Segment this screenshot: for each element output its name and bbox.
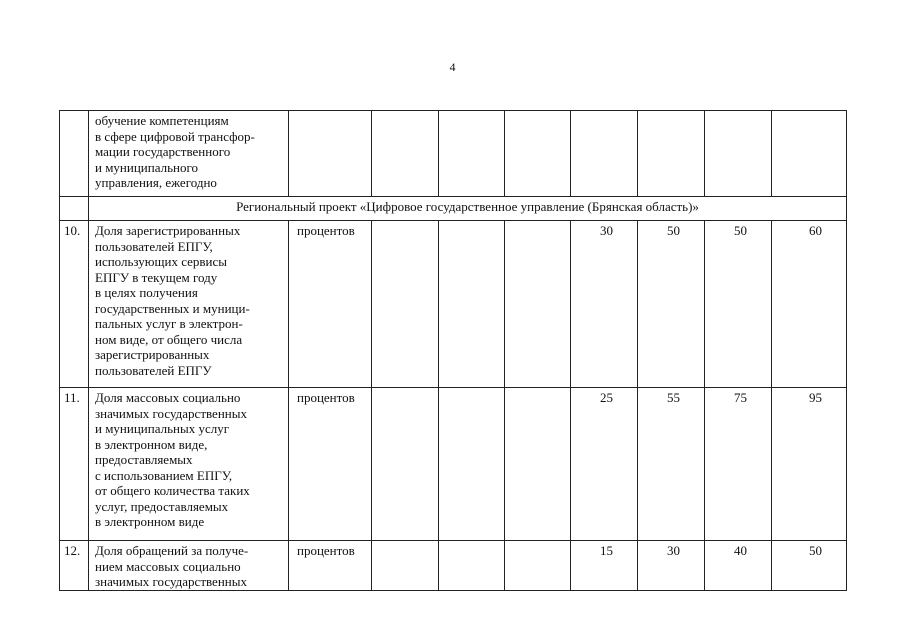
value-cell [372, 541, 439, 591]
unit-cell: процентов [289, 388, 372, 541]
value-cell: 15 [571, 541, 638, 591]
unit-cell: процентов [289, 541, 372, 591]
row-number-cell [60, 111, 89, 197]
table-row [60, 541, 847, 591]
value-cell [505, 111, 571, 197]
value-cell [505, 388, 571, 541]
value-cell: 75 [705, 388, 772, 541]
indicator-description: Доля обращений за получе- нием массовых социально значимых государственных [89, 541, 289, 591]
indicator-description: Доля зарегистрированных пользователей ЕПГУ, использующих сервисы ЕПГУ в текущем году в целях получения государственных и муници- пальных услуг в электрон- ном виде, от общего числа зарегистрированных пользователей ЕПГУ [89, 221, 289, 388]
indicators-table [59, 110, 847, 591]
value-cell: 50 [705, 221, 772, 388]
value-cell: 30 [571, 221, 638, 388]
value-cell [439, 388, 505, 541]
section-row [60, 197, 847, 221]
indicator-description: Доля массовых социально значимых государственных и муниципальных услуг в электронном виде, предоставляемых с использованием ЕПГУ, от общего количества таких услуг, предоставляемых в электронном виде [89, 388, 289, 541]
value-cell [638, 111, 705, 197]
value-cell [439, 541, 505, 591]
indicator-description: обучение компетенциям в сфере цифровой трансфор- мации государственного и муниципального управления, ежегодно [89, 111, 289, 197]
value-cell: 40 [705, 541, 772, 591]
value-cell [372, 388, 439, 541]
value-cell: 50 [638, 221, 705, 388]
value-cell [372, 111, 439, 197]
value-cell [705, 111, 772, 197]
page-number: 4 [449, 60, 456, 74]
value-cell [439, 221, 505, 388]
section-title: Региональный проект «Цифровое государственное управление (Брянская область)» [89, 197, 847, 221]
value-cell: 25 [571, 388, 638, 541]
unit-cell [289, 111, 372, 197]
table-row [60, 388, 847, 541]
unit-cell: процентов [289, 221, 372, 388]
table-row [60, 221, 847, 388]
value-cell [505, 221, 571, 388]
value-cell: 30 [638, 541, 705, 591]
value-cell [772, 111, 847, 197]
value-cell: 55 [638, 388, 705, 541]
row-number: 11. [60, 388, 89, 541]
value-cell [571, 111, 638, 197]
row-number-cell [60, 197, 89, 221]
value-cell: 95 [772, 388, 847, 541]
value-cell [439, 111, 505, 197]
value-cell [505, 541, 571, 591]
row-number: 10. [60, 221, 89, 388]
table-row [60, 111, 847, 197]
value-cell [372, 221, 439, 388]
value-cell: 50 [772, 541, 847, 591]
value-cell: 60 [772, 221, 847, 388]
row-number: 12. [60, 541, 89, 591]
